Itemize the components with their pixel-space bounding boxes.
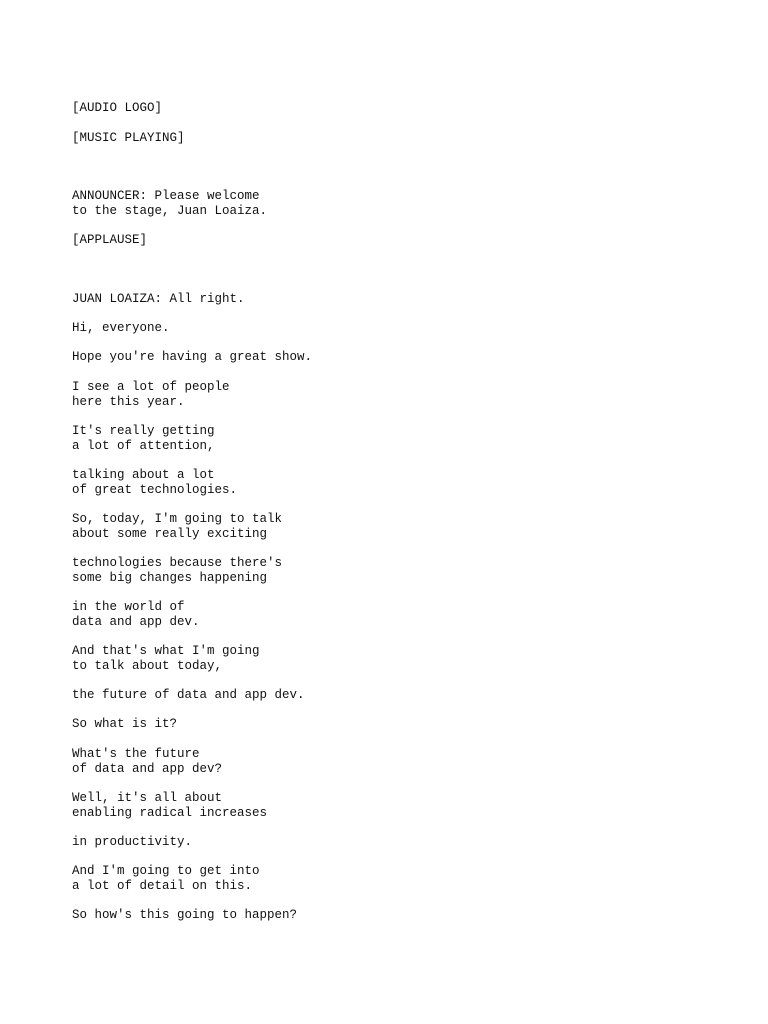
caption-announcer: ANNOUNCER: Please welcome to the stage, Juan Loaiza.: [72, 189, 268, 218]
caption-line: I see a lot of people here this year.: [72, 380, 230, 409]
caption-line: Hope you're having a great show.: [72, 350, 313, 364]
caption-speaker-intro: JUAN LOAIZA: All right.: [72, 292, 245, 306]
caption-line: in the world of data and app dev.: [72, 600, 200, 629]
caption-line: Hi, everyone.: [72, 321, 170, 335]
caption-applause: [APPLAUSE]: [72, 233, 148, 247]
caption-line: And I'm going to get into a lot of detail on this.: [72, 864, 260, 893]
caption-line: So how's this going to happen?: [72, 908, 298, 922]
caption-line: And that's what I'm going to talk about today,: [72, 644, 260, 673]
caption-line: talking about a lot of great technologies.: [72, 468, 238, 497]
caption-line: in productivity.: [72, 835, 193, 849]
caption-line: Well, it's all about enabling radical increases: [72, 791, 268, 820]
caption-audio-logo: [AUDIO LOGO]: [72, 101, 163, 115]
caption-line: So, today, I'm going to talk about some really exciting: [72, 512, 283, 541]
caption-line: What's the future of data and app dev?: [72, 747, 223, 776]
caption-line: technologies because there's some big changes happening: [72, 556, 283, 585]
caption-line: the future of data and app dev.: [72, 688, 305, 702]
caption-line: It's really getting a lot of attention,: [72, 424, 215, 453]
caption-music-playing: [MUSIC PLAYING]: [72, 131, 185, 145]
caption-line: So what is it?: [72, 717, 178, 731]
